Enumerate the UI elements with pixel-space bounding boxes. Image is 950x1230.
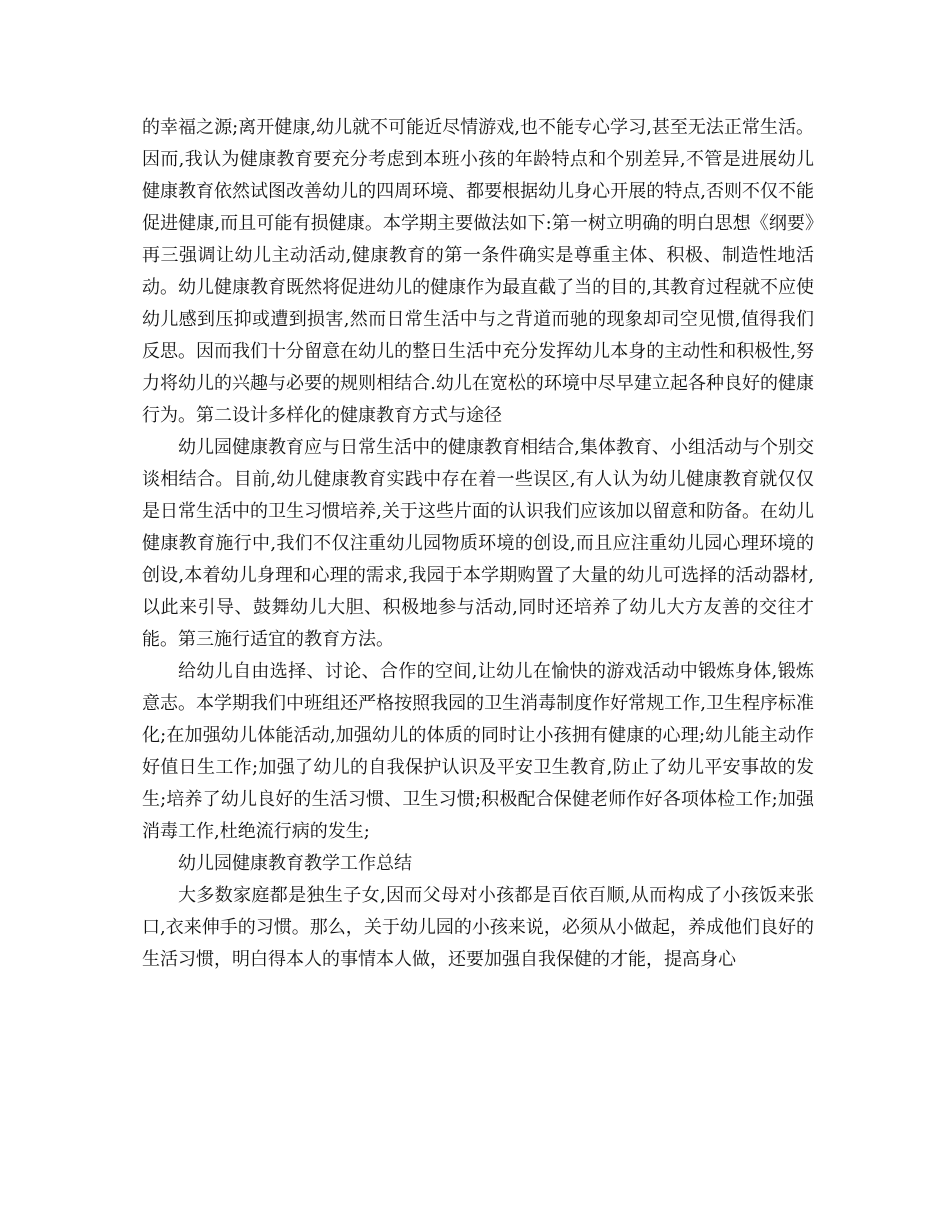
paragraph-continuation: 的幸福之源;离开健康,幼儿就不可能近尽情游戏,也不能专心学习,甚至无法正常生活。因而,我认为健康教育要充分考虑到本班小孩的年龄特点和个别差异,不管是进展幼儿健康教育依然试图改善幼儿的四周环境、都要根据幼儿身心开展的特点,否则不仅不能促进健康,而且可能有损健康。本学期主要做法如下:第一树立明确的明白思想《纲要》再三强调让幼儿主动活动,健康教育的第一条件确实是尊重主体、积极、制造性地活动。幼儿健康教育既然将促进幼儿的健康作为最直截了当的目的,其教育过程就不应使幼儿感到压抑或遭到损害,然而日常生活中与之背道而驰的现象却司空见惯,值得我们反思。因而我们十分留意在幼儿的整日生活中充分发挥幼儿本身的主动性和积极性,努力将幼儿的兴趣与必要的规则相结合.幼儿在宽松的环境中尽早建立起各种良好的健康行为。第二设计多样化的健康教育方式与途径: [142, 117, 814, 426]
paragraph-only-children: 大多数家庭都是独生子女,因而父母对小孩都是百依百顺,从而构成了小孩饭来张口,衣来伸手的习惯。那么，关于幼儿园的小孩来说，必须从小做起，养成他们良好的生活习惯，明白得本人的事情本人做，还要加强自我保健的才能，提高身心: [142, 885, 814, 970]
section-heading: 幼儿园健康教育教学工作总结: [178, 853, 412, 874]
paragraph-free-choice-space: 给幼儿自由选择、讨论、合作的空间,让幼儿在愉快的游戏活动中锻炼身体,锻炼意志。本学期我们中班组还严格按照我园的卫生消毒制度作好常规工作,卫生程序标准化;在加强幼儿体能活动,加强幼儿的体质的同时让小孩拥有健康的心理;幼儿能主动作好值日生工作;加强了幼儿的自我保护认识及平安卫生教育,防止了幼儿平安事故的发生;培养了幼儿良好的生活习惯、卫生习惯;积极配合保健老师作好各项体检工作;加强消毒工作,杜绝流行病的发生;: [142, 661, 814, 842]
document-body: [142, 112, 814, 976]
paragraph-kindergarten-health-education: 幼儿园健康教育应与日常生活中的健康教育相结合,集体教育、小组活动与个别交谈相结合。目前,幼儿健康教育实践中存在着一些误区,有人认为幼儿健康教育就仅仅是日常生活中的卫生习惯培养,关于这些片面的认识我们应该加以留意和防备。在幼儿健康教育施行中,我们不仅注重幼儿园物质环境的创设,而且应注重幼儿园心理环境的创设,本着幼儿身理和心理的需求,我园于本学期购置了大量的幼儿可选择的活动器材,以此来引导、鼓舞幼儿大胆、积极地参与活动,同时还培养了幼儿大方友善的交往才能。第三施行适宜的教育方法。: [142, 437, 814, 650]
